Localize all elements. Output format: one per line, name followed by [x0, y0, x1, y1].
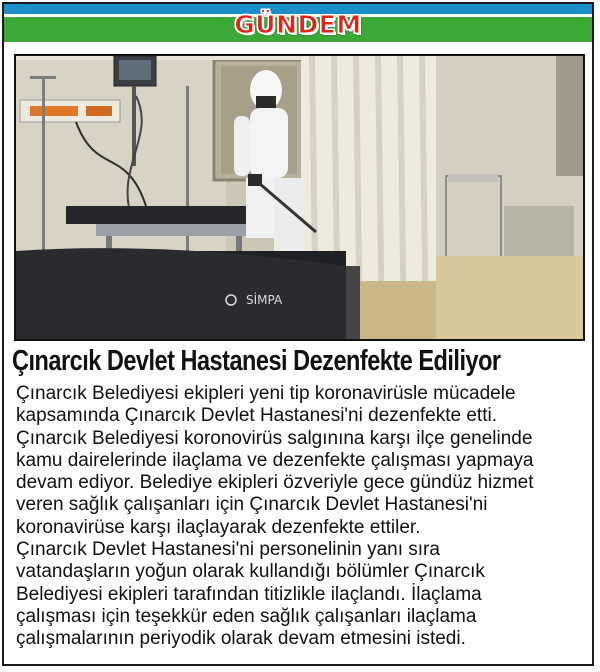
- article-line: vatandaşların yoğun olarak kullandığı bölümler Çınarcık: [16, 561, 485, 583]
- article-photo: [14, 54, 585, 341]
- article-headline: Çınarcık Devlet Hastanesi Dezenfekte Ediliyor: [12, 345, 501, 377]
- article-line: çalışmalarının periyodik olarak devam etmesini istedi.: [16, 628, 466, 650]
- article-line: koronavirüse karşı ilaçlayarak dezenfekte ettiler.: [16, 516, 421, 538]
- article-line: Çınarcık Devlet Hastanesi'ni personelinin yanı sıra: [16, 539, 440, 561]
- article-line: kamu dairelerinde ilaçlama ve dezenfekte çalışması yapmaya: [16, 449, 534, 471]
- section-banner: [4, 4, 592, 42]
- article-body: [16, 383, 591, 651]
- article-line: kapsamında Çınarcık Devlet Hastanesi'ni dezenfekte etti.: [16, 405, 497, 427]
- article-line: veren sağlık çalışanları için Çınarcık Devlet Hastanesi'ni: [16, 494, 488, 516]
- section-title: GÜNDEM: [234, 10, 362, 39]
- article-line: devam ediyor. Belediye ekipleri özveriyle gece gündüz hizmet: [16, 472, 534, 494]
- hospital-disinfection-illustration: [16, 56, 583, 339]
- article-line: Çınarcık Belediyesi koronovirüs salgınına karşı ilçe genelinde: [16, 427, 533, 449]
- bed-brand-text: SİMPA: [246, 293, 283, 307]
- article-line: çalışması için teşekkür eden sağlık çalışanları ilaçlama: [16, 605, 477, 627]
- article-line: Belediyesi ekipleri tarafından titizlikle ilaçlandı. İlaçlama: [16, 583, 482, 605]
- article-line: Çınarcık Belediyesi ekipleri yeni tip koronavirüsle mücadele: [16, 383, 516, 404]
